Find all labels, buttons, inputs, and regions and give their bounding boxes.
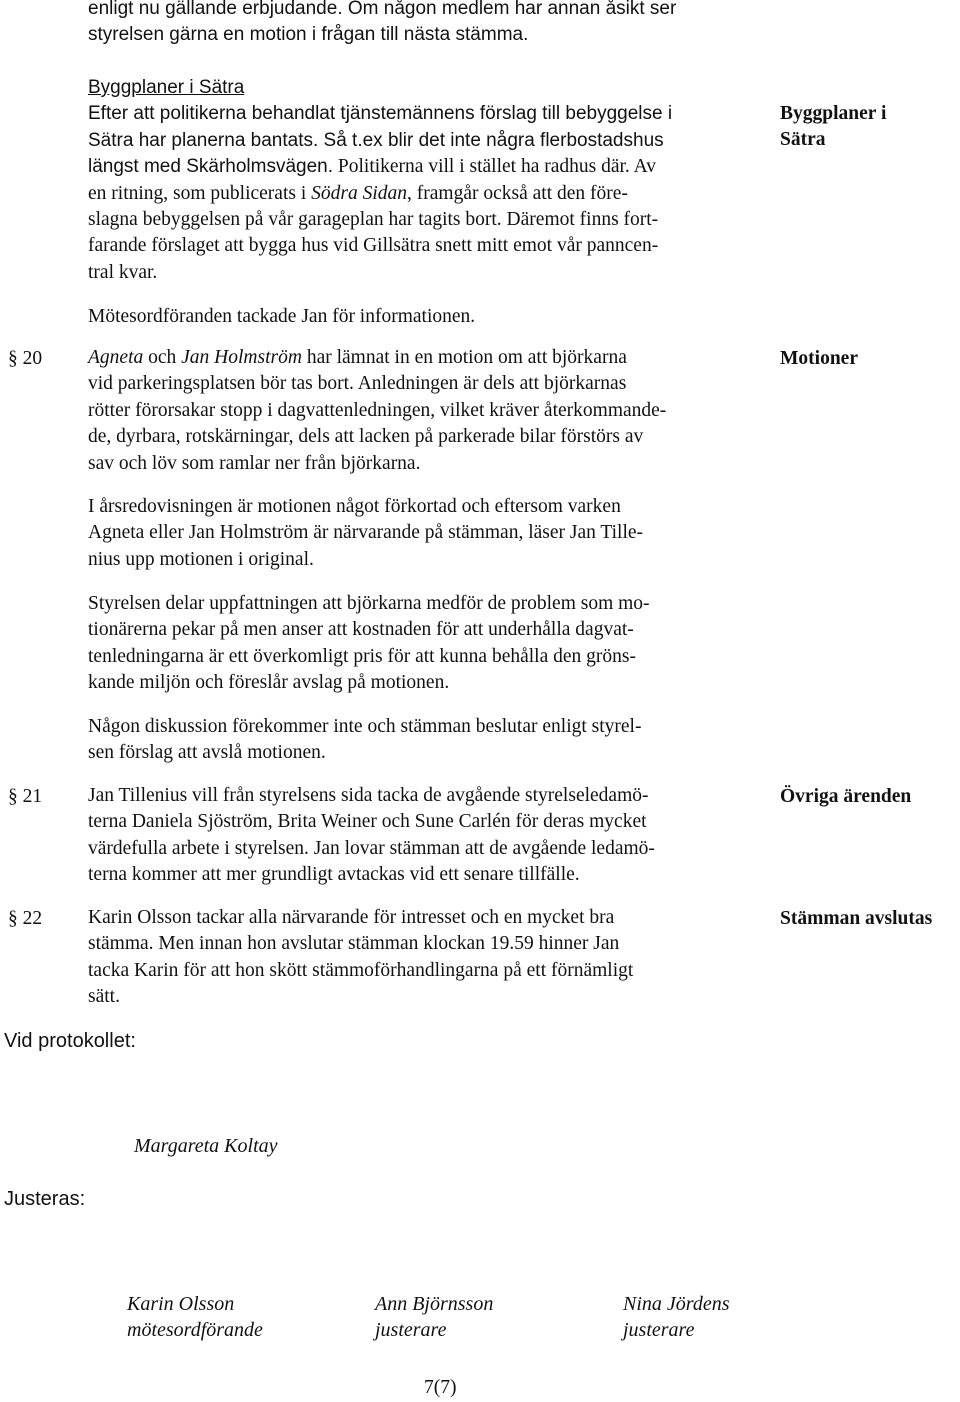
byggplaner-line <box>88 154 756 180</box>
section-number-21 <box>8 784 68 810</box>
motion-line: rötter förorsakar stopp i dagvattenledningen, vilket kräver återkommande- <box>88 399 667 421</box>
byggplaner-text: längst med Skärholmsvägen. <box>88 156 334 178</box>
motion-line: sav och löv som ramlar ner från björkarna. <box>88 452 421 474</box>
side-label-line: Sätra <box>780 129 826 150</box>
vid-protokollet-label: Vid protokollet: <box>4 1030 136 1052</box>
avslutas-line: tacka Karin för att hon skött stämmoförhandlingarna på ett förnämligt <box>88 959 634 981</box>
page-number: 7(7) <box>424 1377 457 1398</box>
intro-line: styrelsen gärna en motion i frågan till nästa stämma. <box>88 24 529 46</box>
ovriga-line: terna Daniela Sjöström, Brita Weiner och Sune Carlén för deras mycket <box>88 811 647 833</box>
motion-line: Någon diskussion förekommer inte och stämman beslutar enligt styrel- <box>88 716 642 737</box>
motion-paragraph-3 <box>88 591 756 697</box>
byggplaner-line: farande förslaget att bygga hus vid Gillsätra snett mitt emot vår panncen- <box>88 235 659 257</box>
motion-line: tionärerna pekar på men anser att kostnaden för att underhålla dagvat- <box>88 619 634 641</box>
byggplaner-line: Efter att politikerna behandlat tjänstemännens förslag till bebyggelse i <box>88 103 673 125</box>
section-number: 22 <box>22 908 43 929</box>
avslutas-paragraph <box>88 905 756 1011</box>
section-number-20 <box>8 346 68 372</box>
motion-line: vid parkeringsplatsen bör tas bort. Anledningen är dels att björkarnas <box>88 373 627 395</box>
side-label-motioner: Motioner <box>780 348 858 369</box>
byggplaner-text: en ritning, som publicerats i <box>88 182 312 204</box>
signer-name: Karin Olsson <box>127 1293 235 1315</box>
byggplaner-line: Sätra har planerna bantats. Så t.ex blir det inte några flerbostadshus <box>88 129 664 151</box>
signer-1 <box>127 1291 263 1343</box>
ovriga-paragraph <box>88 783 756 889</box>
signer-name: Nina Jördens <box>623 1293 730 1315</box>
motion-line: Styrelsen delar uppfattningen att björkarna medför de problem som mo- <box>88 593 650 614</box>
motion-line: de, dyrbara, rotskärningar, dels att lacken på parkerade bilar förstörs av <box>88 426 644 448</box>
section-number: 21 <box>22 786 43 807</box>
avslutas-line: Karin Olsson tackar alla närvarande för intresset och en mycket bra <box>88 907 615 928</box>
side-label-byggplaner <box>780 101 960 153</box>
side-label-ovriga-arenden: Övriga ärenden <box>780 786 912 807</box>
side-label-stamman-avslutas: Stämman avslutas <box>780 908 933 929</box>
motion-line: sen förslag att avslå motionen. <box>88 742 326 764</box>
signer-role: justerare <box>375 1319 447 1341</box>
avslutas-line: sätt. <box>88 986 120 1008</box>
ovriga-line: Jan Tillenius vill från styrelsens sida tacka de avgående styrelseledamö- <box>88 785 649 806</box>
person-name: Jan Holmström <box>181 347 302 368</box>
ovriga-line: terna kommer att mer grundligt avtackas vid ett senare tillfälle. <box>88 864 580 886</box>
signer-name: Ann Björnsson <box>375 1293 494 1315</box>
section-symbol: § <box>8 348 18 369</box>
section-symbol: § <box>8 786 18 807</box>
motion-line: I årsredovisningen är motionen något förkortad och eftersom varken <box>88 496 621 517</box>
motion-line: nius upp motionen i original. <box>88 548 314 570</box>
byggplaner-line: tral kvar. <box>88 261 158 283</box>
thanks-paragraph <box>88 304 756 330</box>
byggplaner-paragraph <box>88 75 756 286</box>
byggplaner-heading: Byggplaner i Sätra <box>88 77 245 98</box>
motion-line: Agneta eller Jan Holmström är närvarande på stämman, läser Jan Tille- <box>88 522 644 544</box>
signer-role: mötesordförande <box>127 1319 263 1341</box>
intro-line: enligt nu gällande erbjudande. Om någon medlem har annan åsikt ser <box>88 0 677 19</box>
motion-paragraph-1 <box>88 345 756 477</box>
person-name: Agneta <box>88 347 144 368</box>
justeras-label: Justeras: <box>4 1188 86 1210</box>
motion-paragraph-2 <box>88 494 756 573</box>
motion-line: tenledningarna är ett överkomligt pris för att kunna behålla den gröns- <box>88 645 636 667</box>
side-label-line: Byggplaner i <box>780 103 887 124</box>
section-number-22 <box>8 906 68 932</box>
signer-role: justerare <box>623 1319 695 1341</box>
section-symbol: § <box>8 908 18 929</box>
signer-2 <box>375 1291 493 1343</box>
byggplaner-text: Politikerna vill i stället ha radhus där. Av <box>333 156 656 178</box>
byggplaner-line: slagna bebyggelsen på vår garageplan har tagits bort. Däremot finns fort- <box>88 209 659 231</box>
byggplaner-line <box>88 181 756 207</box>
publication-name: Södra Sidan <box>311 182 408 204</box>
avslutas-line: stämma. Men innan hon avslutar stämman klockan 19.59 hinner Jan <box>88 933 620 955</box>
motion-paragraph-4 <box>88 714 756 767</box>
section-number: 20 <box>22 348 43 369</box>
motion-text: har lämnat in en motion om att björkarna <box>301 347 627 368</box>
motion-line: kande miljön och föreslår avslag på motionen. <box>88 672 450 694</box>
motion-line <box>88 345 756 371</box>
intro-paragraph <box>88 0 756 49</box>
ovriga-line: värdefulla arbete i styrelsen. Jan lovar stämman att de avgående ledamö- <box>88 837 655 859</box>
motion-text: och <box>143 347 182 368</box>
thanks-line: Mötesordföranden tackade Jan för informationen. <box>88 306 476 327</box>
byggplaner-text: , framgår också att den före- <box>407 182 628 204</box>
signer-3 <box>623 1291 729 1343</box>
secretary-name: Margareta Koltay <box>134 1135 278 1157</box>
